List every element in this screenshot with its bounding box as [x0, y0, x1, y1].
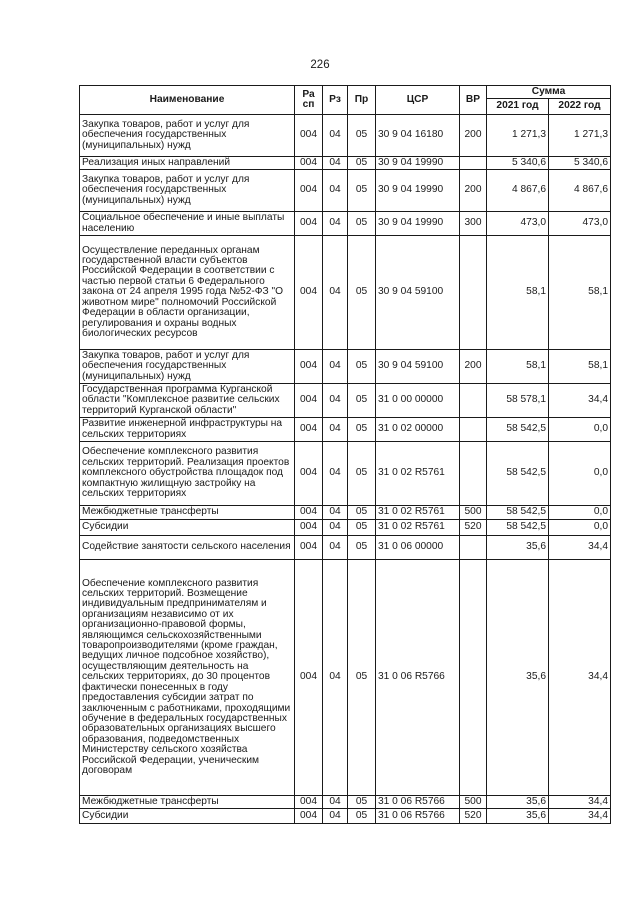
- cell-pr: 05: [348, 520, 376, 536]
- cell-rz: 04: [323, 212, 348, 236]
- cell-vr: [460, 560, 487, 796]
- cell-csr: 31 0 06 R5766: [376, 796, 460, 809]
- cell-rasp: 004: [295, 350, 323, 384]
- budget-table: [79, 85, 611, 824]
- cell-rz: 04: [323, 442, 348, 506]
- cell-y2021: 58 542,5: [487, 520, 549, 536]
- cell-y2021: 58 578,1: [487, 384, 549, 418]
- table-row: [80, 350, 611, 384]
- cell-name: Закупка товаров, работ и услуг для обеспечения государственных (муниципальных) нужд: [80, 350, 295, 384]
- cell-csr: 31 0 06 R5766: [376, 809, 460, 824]
- cell-y2022: 58,1: [549, 350, 611, 384]
- cell-rz: 04: [323, 506, 348, 520]
- cell-y2021: 4 867,6: [487, 170, 549, 212]
- cell-csr: 30 9 04 59100: [376, 236, 460, 350]
- cell-name: Развитие инженерной инфраструктуры на сельских территориях: [80, 418, 295, 442]
- cell-csr: 30 9 04 19990: [376, 212, 460, 236]
- table-row: [80, 236, 611, 350]
- cell-y2022: 4 867,6: [549, 170, 611, 212]
- cell-pr: 05: [348, 115, 376, 157]
- cell-vr: [460, 384, 487, 418]
- header-vr: ВР: [460, 86, 487, 115]
- cell-rz: 04: [323, 384, 348, 418]
- cell-name: Осуществление переданных органам государственной власти субъектов Российской Федерации в соответствии с частью первой статьи 6 Федерального закона от 24 апреля 1995 года №52-ФЗ "О животном мире" полномочий Российской Федерации в области организации, регулирования и охраны водных биологических ресурсов: [80, 236, 295, 350]
- table-row: [80, 560, 611, 796]
- cell-vr: 520: [460, 520, 487, 536]
- table-row: [80, 157, 611, 170]
- cell-vr: 500: [460, 796, 487, 809]
- table-body: [80, 115, 611, 824]
- cell-vr: [460, 157, 487, 170]
- cell-name: Субсидии: [80, 520, 295, 536]
- cell-csr: 30 9 04 19990: [376, 157, 460, 170]
- cell-rz: 04: [323, 560, 348, 796]
- cell-y2022: 0,0: [549, 506, 611, 520]
- cell-y2022: 34,4: [549, 384, 611, 418]
- page-number: 226: [310, 59, 330, 71]
- cell-pr: 05: [348, 350, 376, 384]
- cell-y2022: 34,4: [549, 809, 611, 824]
- cell-name: Закупка товаров, работ и услуг для обеспечения государственных (муниципальных) нужд: [80, 170, 295, 212]
- cell-vr: 300: [460, 212, 487, 236]
- cell-rasp: 004: [295, 506, 323, 520]
- cell-name: Закупка товаров, работ и услуг для обеспечения государственных (муниципальных) нужд: [80, 115, 295, 157]
- cell-y2021: 58 542,5: [487, 418, 549, 442]
- cell-y2022: 0,0: [549, 520, 611, 536]
- cell-rasp: 004: [295, 236, 323, 350]
- cell-rz: 04: [323, 350, 348, 384]
- cell-csr: 31 0 06 00000: [376, 536, 460, 560]
- cell-pr: 05: [348, 212, 376, 236]
- cell-pr: 05: [348, 809, 376, 824]
- cell-y2021: 5 340,6: [487, 157, 549, 170]
- cell-y2021: 35,6: [487, 796, 549, 809]
- cell-y2022: 5 340,6: [549, 157, 611, 170]
- cell-rz: 04: [323, 170, 348, 212]
- cell-rasp: 004: [295, 157, 323, 170]
- cell-rasp: 004: [295, 115, 323, 157]
- cell-y2022: 0,0: [549, 442, 611, 506]
- cell-rasp: 004: [295, 536, 323, 560]
- cell-rz: 04: [323, 796, 348, 809]
- cell-csr: 31 0 06 R5766: [376, 560, 460, 796]
- cell-y2021: 35,6: [487, 536, 549, 560]
- cell-rasp: 004: [295, 520, 323, 536]
- cell-name: Государственная программа Курганской области "Комплексное развитие сельских территорий Курганской области": [80, 384, 295, 418]
- cell-name: Реализация иных направлений: [80, 157, 295, 170]
- table-row: [80, 115, 611, 157]
- cell-name: Межбюджетные трансферты: [80, 796, 295, 809]
- cell-vr: 520: [460, 809, 487, 824]
- cell-rz: 04: [323, 236, 348, 350]
- cell-csr: 31 0 02 R5761: [376, 520, 460, 536]
- cell-vr: [460, 442, 487, 506]
- cell-y2022: 34,4: [549, 560, 611, 796]
- cell-y2021: 35,6: [487, 809, 549, 824]
- cell-pr: 05: [348, 384, 376, 418]
- cell-y2022: 473,0: [549, 212, 611, 236]
- cell-y2021: 1 271,3: [487, 115, 549, 157]
- header-sum: Сумма: [487, 86, 611, 99]
- cell-csr: 30 9 04 19990: [376, 170, 460, 212]
- cell-csr: 30 9 04 16180: [376, 115, 460, 157]
- table-row: [80, 384, 611, 418]
- cell-pr: 05: [348, 236, 376, 350]
- cell-pr: 05: [348, 170, 376, 212]
- cell-name: Обеспечение комплексного развития сельских территорий. Реализация проектов комплексного обустройства площадок под компактную жилищную застройку на сельских территориях: [80, 442, 295, 506]
- table-row: [80, 796, 611, 809]
- cell-rasp: 004: [295, 796, 323, 809]
- cell-csr: 31 0 02 R5761: [376, 506, 460, 520]
- cell-y2021: 58,1: [487, 350, 549, 384]
- cell-pr: 05: [348, 418, 376, 442]
- cell-pr: 05: [348, 796, 376, 809]
- cell-rasp: 004: [295, 384, 323, 418]
- cell-pr: 05: [348, 560, 376, 796]
- header-year-2021: 2021 год: [487, 99, 549, 115]
- table-row: [80, 536, 611, 560]
- cell-csr: 30 9 04 59100: [376, 350, 460, 384]
- table-row: [80, 212, 611, 236]
- cell-rz: 04: [323, 115, 348, 157]
- cell-y2021: 58 542,5: [487, 506, 549, 520]
- cell-y2022: 1 271,3: [549, 115, 611, 157]
- cell-csr: 31 0 02 R5761: [376, 442, 460, 506]
- cell-y2021: 473,0: [487, 212, 549, 236]
- cell-csr: 31 0 02 00000: [376, 418, 460, 442]
- cell-name: Социальное обеспечение и иные выплаты населению: [80, 212, 295, 236]
- table-row: [80, 170, 611, 212]
- cell-name: Обеспечение комплексного развития сельских территорий. Возмещение индивидуальным предпринимателям и организациям независимо от их организационно-правовой формы, являющимся сельскохозяйственными товаропроизводителями (кроме граждан, ведущих личное подсобное хозяйство), осуществляющим деятельность на сельских территориях, до 30 процентов фактически понесенных в году предоставления субсидии затрат по заключенным с работниками, проходящими обучение в федеральных государственных образовательных организациях высшего образования, подведомственных Министерству сельского хозяйства Российской Федерации, ученическим договорам: [80, 560, 295, 796]
- cell-csr: 31 0 00 00000: [376, 384, 460, 418]
- cell-rz: 04: [323, 418, 348, 442]
- cell-vr: 200: [460, 350, 487, 384]
- cell-y2022: 34,4: [549, 536, 611, 560]
- cell-rz: 04: [323, 809, 348, 824]
- cell-vr: 200: [460, 170, 487, 212]
- cell-pr: 05: [348, 536, 376, 560]
- cell-vr: [460, 418, 487, 442]
- cell-pr: 05: [348, 157, 376, 170]
- cell-name: Субсидии: [80, 809, 295, 824]
- cell-vr: 500: [460, 506, 487, 520]
- header-name: Наименование: [80, 86, 295, 115]
- cell-rasp: 004: [295, 212, 323, 236]
- table-row: [80, 418, 611, 442]
- cell-vr: [460, 536, 487, 560]
- header-rz: Рз: [323, 86, 348, 115]
- cell-vr: [460, 236, 487, 350]
- cell-rasp: 004: [295, 560, 323, 796]
- cell-rasp: 004: [295, 809, 323, 824]
- cell-y2022: 0,0: [549, 418, 611, 442]
- cell-name: Межбюджетные трансферты: [80, 506, 295, 520]
- header-pr: Пр: [348, 86, 376, 115]
- table-row: [80, 506, 611, 520]
- cell-pr: 05: [348, 442, 376, 506]
- cell-pr: 05: [348, 506, 376, 520]
- cell-vr: 200: [460, 115, 487, 157]
- cell-rasp: 004: [295, 418, 323, 442]
- cell-y2022: 34,4: [549, 796, 611, 809]
- cell-y2021: 58,1: [487, 236, 549, 350]
- cell-y2021: 58 542,5: [487, 442, 549, 506]
- cell-y2022: 58,1: [549, 236, 611, 350]
- cell-y2021: 35,6: [487, 560, 549, 796]
- header-year-2022: 2022 год: [549, 99, 611, 115]
- table-row: [80, 520, 611, 536]
- header-rasp: Ра сп: [295, 86, 323, 115]
- cell-rasp: 004: [295, 170, 323, 212]
- header-csr: ЦСР: [376, 86, 460, 115]
- cell-rz: 04: [323, 536, 348, 560]
- cell-rasp: 004: [295, 442, 323, 506]
- table-row: [80, 809, 611, 824]
- cell-name: Содействие занятости сельского населения: [80, 536, 295, 560]
- cell-rz: 04: [323, 157, 348, 170]
- table-row: [80, 442, 611, 506]
- cell-rz: 04: [323, 520, 348, 536]
